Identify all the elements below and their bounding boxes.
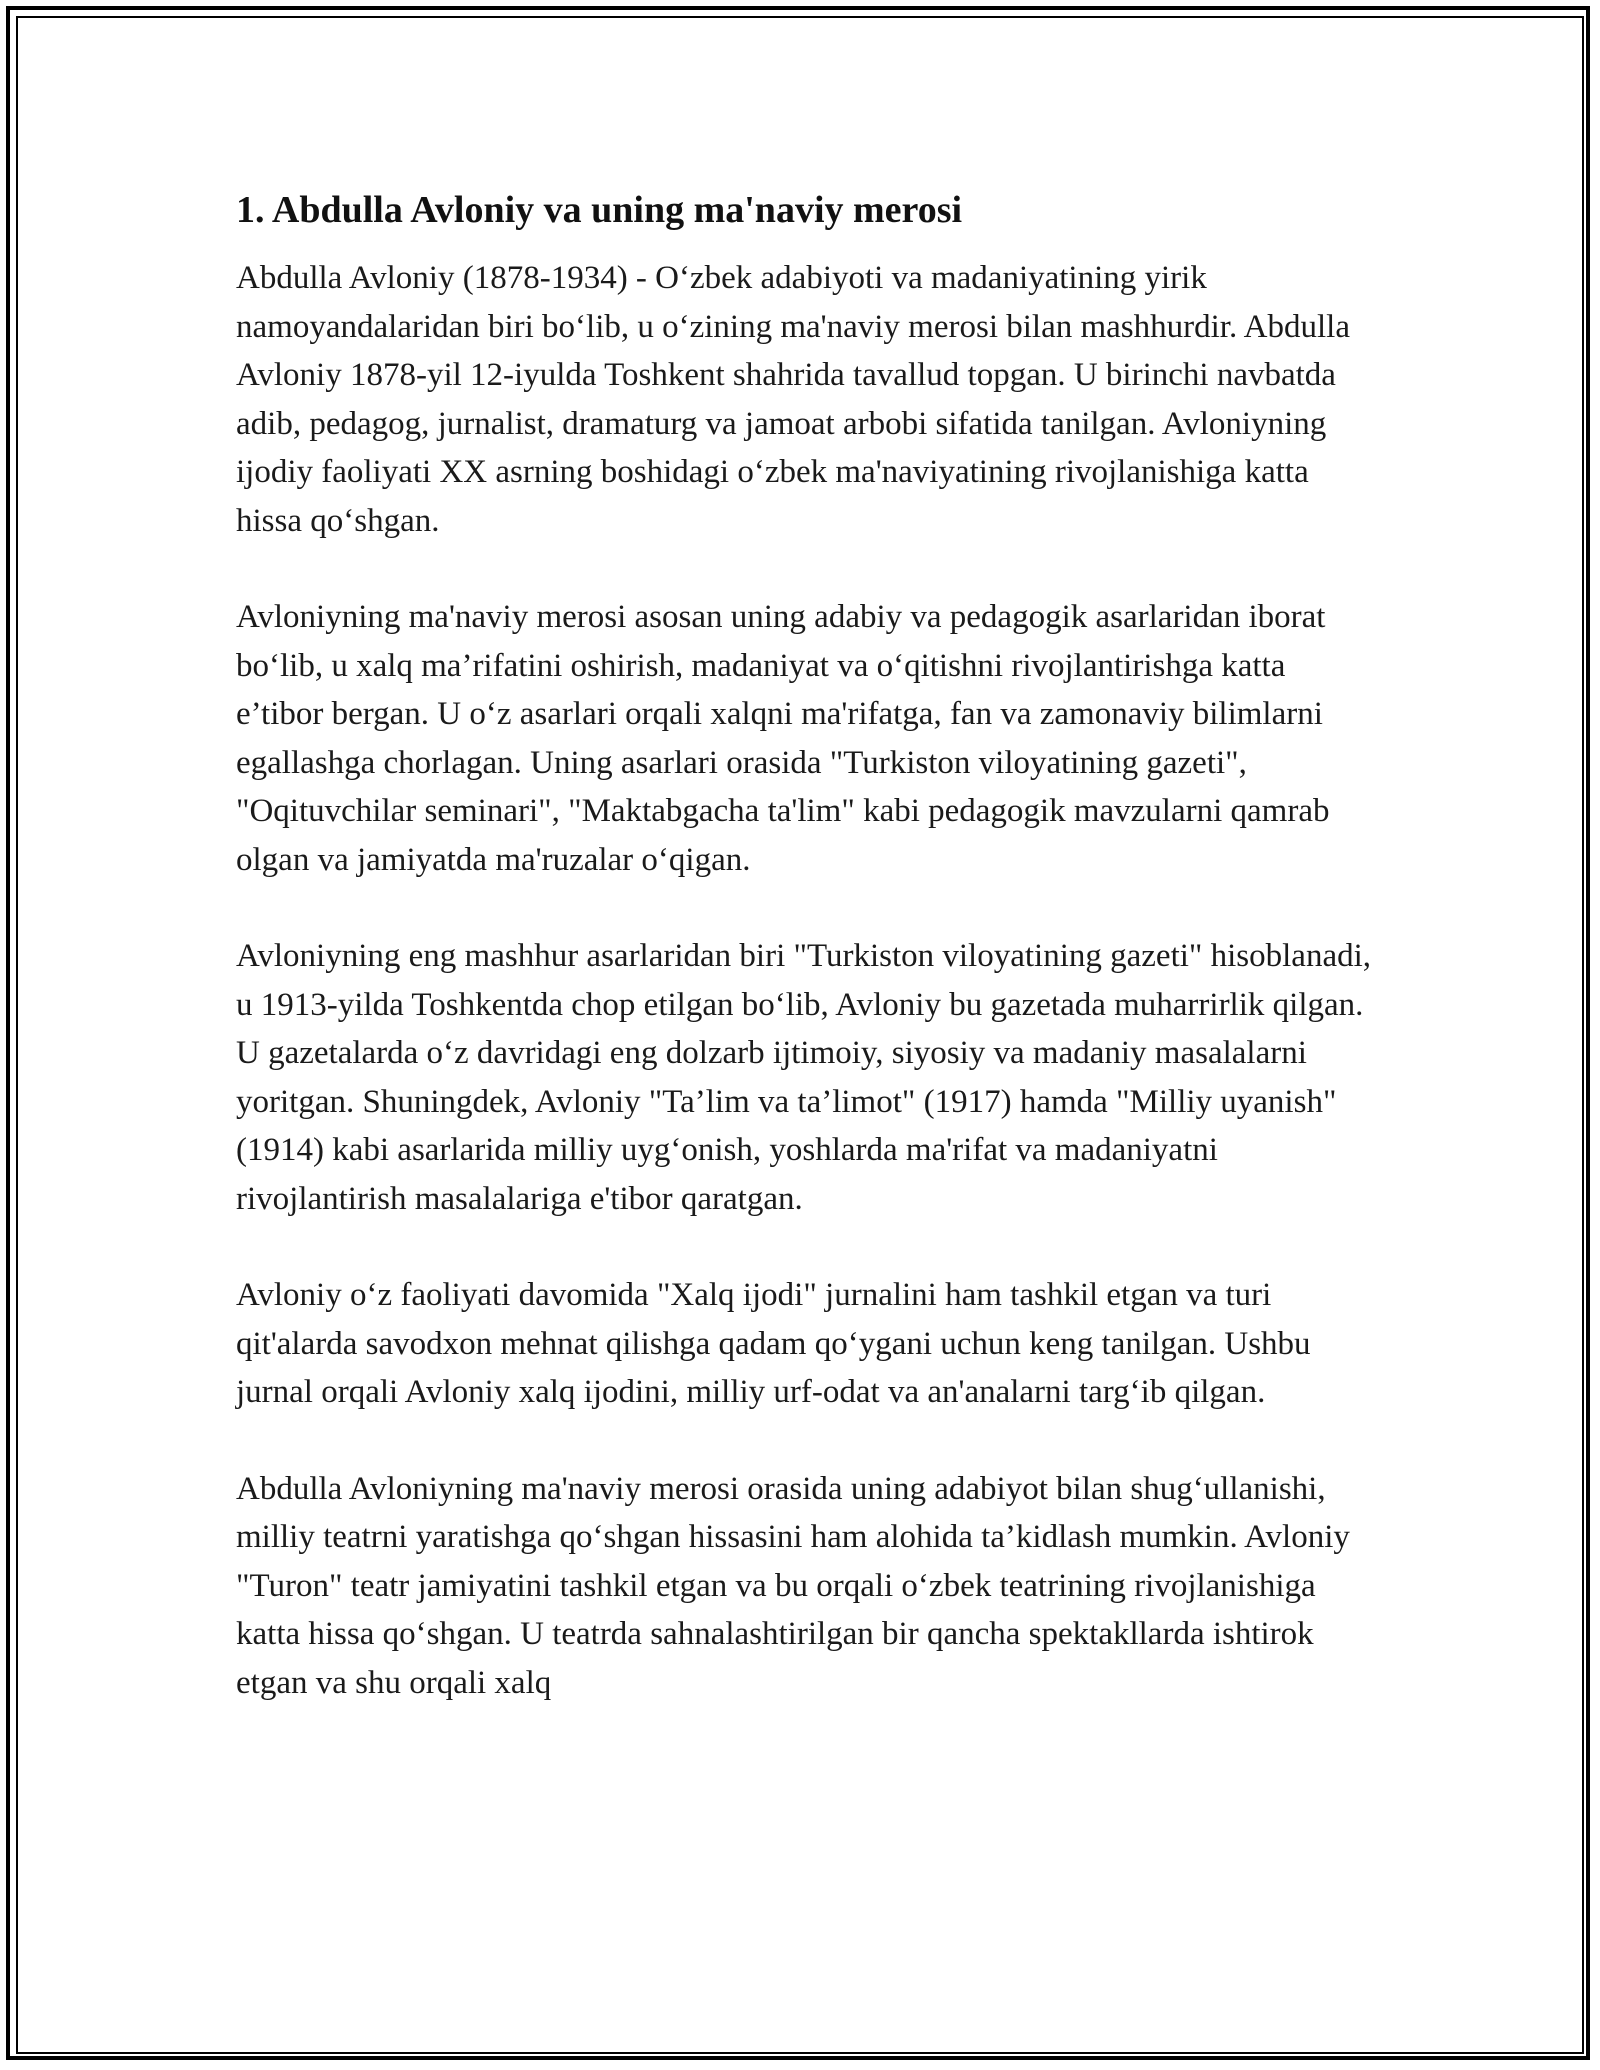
- document-body: [236, 186, 1376, 1755]
- paragraph-3: Avloniyning eng mashhur asarlaridan biri "Turkiston viloyatining gazeti" hisoblanadi, u 1913-yilda Toshkentda chop etilgan bo‘lib, Avloniy bu gazetada muharrirlik qilgan. U gazetalarda o‘z davridagi eng dolzarb ijtimoiy, siyosiy va madaniy masalalarni yoritgan. Shuningdek, Avloniy "Ta’lim va ta’limot" (1917) hamda "Milliy uyanish" (1914) kabi asarlarida milliy uyg‘onish, yoshlarda ma'rifat va madaniyatni rivojlantirish masalalariga e'tibor qaratgan.: [236, 938, 1372, 1217]
- paragraph-4: Avloniy o‘z faoliyati davomida "Xalq ijodi" jurnalini ham tashkil etgan va turi qit'alarda savodxon mehnat qilishga qadam qo‘ygani uchun keng tanilgan. Ushbu jurnal orqali Avloniy xalq ijodini, milliy urf-odat va an'analarni targ‘ib qilgan.: [236, 1277, 1311, 1410]
- paragraph-2: Avloniyning ma'naviy merosi asosan uning adabiy va pedagogik asarlaridan iborat bo‘lib, u xalq ma’rifatini oshirish, madaniyat va o‘qitishni rivojlantirishga katta e’tibor bergan. U o‘z asarlari orqali xalqni ma'rifatga, fan va zamonaviy bilimlarni egallashga chorlagan. Uning asarlari orasida "Turkiston viloyatining gazeti", "Oqituvchilar seminari", "Maktabgacha ta'lim" kabi pedagogik mavzularni qamrab olgan va jamiyatda ma'ruzalar o‘qigan.: [236, 599, 1330, 878]
- section-heading: 1. Abdulla Avloniy va uning ma'naviy merosi: [236, 189, 963, 231]
- paragraph-5: Abdulla Avloniyning ma'naviy merosi orasida uning adabiyot bilan shug‘ullanishi, milliy teatrni yaratishga qo‘shgan hissasini ham alohida ta’kidlash mumkin. Avloniy "Turon" teatr jamiyatini tashkil etgan va bu orqali o‘zbek teatrining rivojlanishiga katta hissa qo‘shgan. U teatrda sahnalashtirilgan bir qancha spektakllarda ishtirok etgan va shu orqali xalq: [236, 1470, 1350, 1701]
- paragraph-1: Abdulla Avloniy (1878-1934) - O‘zbek adabiyoti va madaniyatining yirik namoyandalaridan biri bo‘lib, u o‘zining ma'naviy merosi bilan mashhurdir. Abdulla Avloniy 1878-yil 12-iyulda Toshkent shahrida tavallud topgan. U birinchi navbatda adib, pedagog, jurnalist, dramaturg va jamoat arbobi sifatida tanilgan. Avloniyning ijodiy faoliyati XX asrning boshidagi o‘zbek ma'naviyatining rivojlanishiga katta hissa qo‘shgan.: [236, 260, 1350, 539]
